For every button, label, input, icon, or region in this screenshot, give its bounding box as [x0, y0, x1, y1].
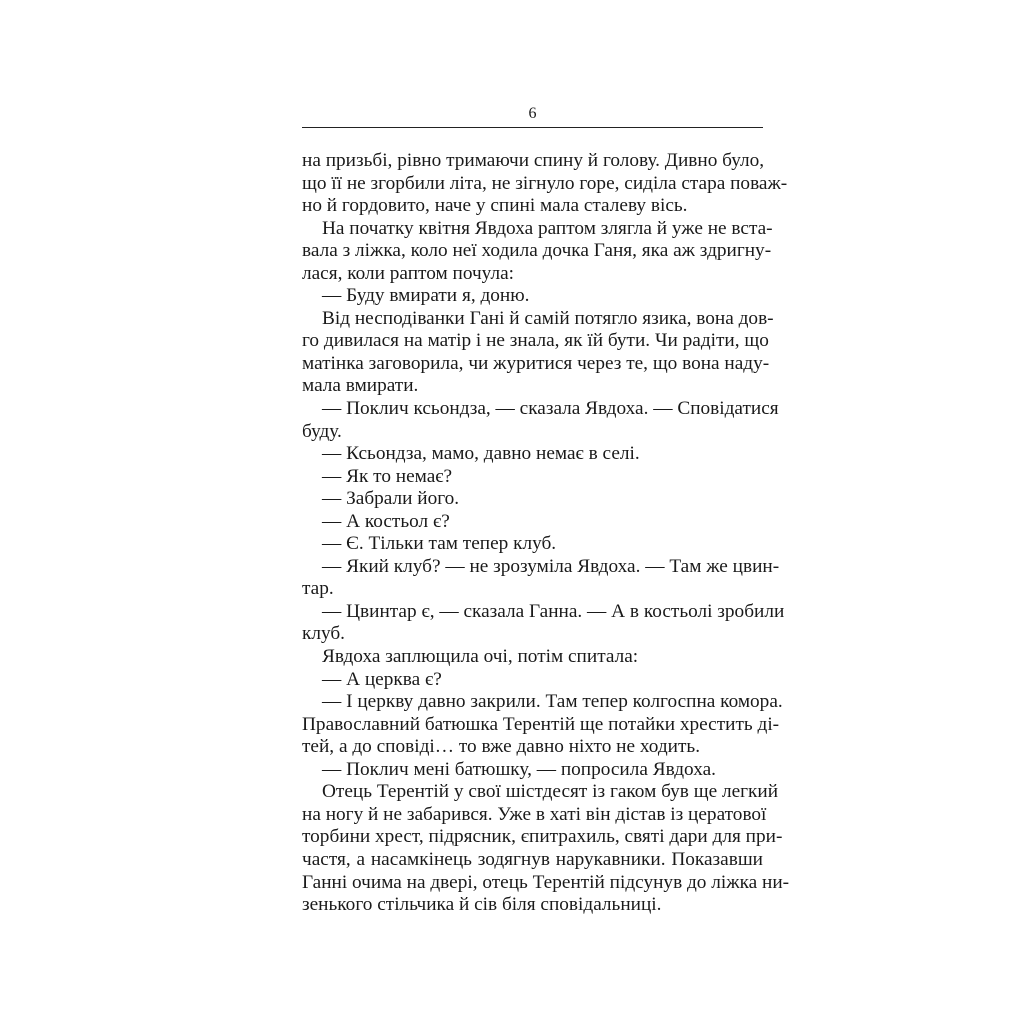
text-line: — Поклич мені батюшку, — попросила Явдоха.: [322, 758, 716, 780]
text-line: зенького стільчика й сів біля сповідальниці.: [302, 894, 662, 916]
text-line: — Забрали його.: [322, 488, 460, 510]
text-line: торбини хрест, підрясник, єпитрахиль, святі дари для при-: [302, 826, 783, 848]
text-line: — Як то немає?: [322, 465, 453, 487]
text-line: на призьбі, рівно тримаючи спину й голову. Дивно було,: [302, 150, 765, 171]
page-number: 6: [528, 105, 537, 122]
text-line: Православний батюшка Терентій ще потайки хрестить ді-: [302, 713, 780, 735]
text-line: тей, а до сповіді… то вже давно ніхто не ходить.: [302, 736, 701, 758]
text-line: — Який клуб? — не зрозуміла Явдоха. — Там же цвин-: [322, 555, 780, 577]
text-line: Ганні очима на двері, отець Терентій підсунув до ліжка ни-: [302, 871, 790, 893]
text-line: клуб.: [302, 623, 346, 645]
text-line: вала з ліжка, коло неї ходила дочка Ганя, яка аж здригну-: [302, 240, 772, 262]
text-line: — А церква є?: [322, 668, 442, 690]
body-text: [302, 150, 790, 917]
text-line: — Цвинтар є, — сказала Ганна. — А в костьолі зробили: [322, 600, 785, 622]
text-line: частя, а насамкінець зодягнув нарукавники. Показавши: [302, 848, 763, 870]
text-line: що її не згорбили літа, не зігнуло горе, сиділа стара поваж-: [302, 172, 788, 194]
book-page: [302, 104, 790, 917]
text-line: но й гордовито, наче у спині мала сталеву вісь.: [302, 195, 688, 217]
text-line: лася, коли раптом почула:: [302, 262, 514, 284]
text-line: — Буду вмирати я, доню.: [322, 285, 530, 307]
text-line: го дивилася на матір і не знала, як їй бути. Чи радіти, що: [302, 330, 769, 352]
text-line: — І церкву давно закрили. Там тепер колгоспна комора.: [322, 691, 783, 713]
text-line: — А костьол є?: [322, 510, 450, 532]
text-line: на ногу й не забарився. Уже в хаті він дістав із цератової: [302, 803, 767, 825]
text-line: — Поклич ксьондза, — сказала Явдоха. — Сповідатися: [322, 398, 779, 420]
text-line: Явдоха заплющила очі, потім спитала:: [322, 646, 639, 668]
text-line: Отець Терентій у свої шістдесят із гаком був ще легкий: [322, 781, 779, 803]
text-line: — Ксьондза, мамо, давно немає в селі.: [322, 443, 640, 465]
text-line: мала вмирати.: [302, 375, 419, 397]
text-line: тар.: [302, 578, 334, 600]
text-line: матінка заговорила, чи журитися через те, що вона наду-: [302, 352, 770, 374]
text-line: — Є. Тільки там тепер клуб.: [322, 533, 557, 555]
text-line: буду.: [302, 420, 342, 442]
header-rule: [302, 127, 763, 128]
text-line: На початку квітня Явдоха раптом злягла й уже не вста-: [322, 217, 773, 239]
text-line: Від несподіванки Гані й самій потягло язика, вона дов-: [322, 307, 774, 329]
